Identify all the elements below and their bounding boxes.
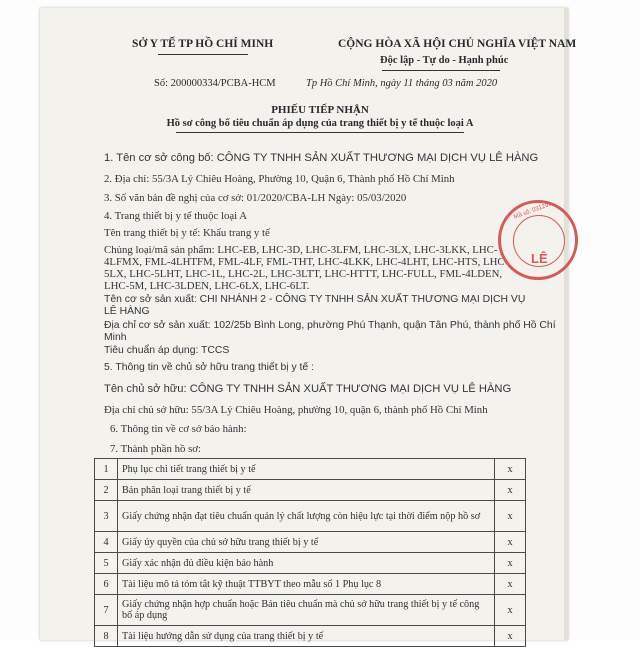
document-title: PHIẾU TIẾP NHẬN: [271, 104, 369, 116]
item-4-device-class: 4. Trang thiết bị y tế thuộc loại A: [104, 210, 248, 222]
table-row: [95, 574, 526, 595]
row-number: 7: [95, 595, 118, 626]
stamp-arc-text: Mã số: 031293: [513, 201, 553, 221]
nation-name: CỘNG HÒA XÃ HỘI CHỦ NGHĨA VIỆT NAM: [338, 38, 577, 50]
place-date: Tp Hồ Chí Minh, ngày 11 tháng 03 năm 2020: [306, 78, 498, 89]
checkmark: x: [495, 459, 526, 480]
models-line-3: 5LX, LHC-5LHT, LHC-1L, LHC-2L, LHC-3LTT, LHC-HTTT, LHC-FULL, FML-4LDEN,: [104, 268, 503, 280]
row-number: 5: [95, 553, 118, 574]
table-row: [95, 480, 526, 501]
checkmark: x: [495, 501, 526, 532]
item-7-dossier: 7. Thành phần hồ sơ:: [110, 443, 201, 455]
authority-underline: [158, 54, 248, 55]
item-2-address: 2. Địa chỉ: 55/3A Lý Chiêu Hoàng, Phường 10, Quận 6, Thành phố Hồ Chí Minh: [104, 173, 455, 185]
red-seal-stamp: [498, 200, 578, 280]
table-row: [95, 459, 526, 480]
checkmark: x: [495, 532, 526, 553]
motto-underline: [382, 70, 500, 71]
checkmark: x: [495, 553, 526, 574]
table-row: [95, 626, 526, 647]
table-row: [95, 501, 526, 532]
models-line-4: LHC-5M, LHC-3LDEN, LHC-6LX, LHC-6LT.: [104, 280, 310, 292]
row-number: 2: [95, 480, 118, 501]
models-line-1: Chủng loại/mã sản phẩm: LHC-EB, LHC-3D, LHC-3LFM, LHC-3LX, LHC-3LKK, LHC-: [104, 244, 498, 256]
document-name: Giấy ủy quyền của chủ sở hữu trang thiết bị y tế: [118, 532, 495, 553]
dossier-table: [94, 458, 526, 647]
facility-name-line-2: LÊ HÀNG: [104, 306, 150, 317]
checkmark: x: [495, 574, 526, 595]
facility-name-line-1: Tên cơ sở sản xuất: CHI NHÁNH 2 - CÔNG TY TNHH SẢN XUẤT THƯƠNG MẠI DỊCH VỤ: [104, 294, 526, 305]
row-number: 1: [95, 459, 118, 480]
document-name: Bản phân loại trang thiết bị y tế: [118, 480, 495, 501]
document-number: Số: 200000334/PCBA-HCM: [154, 78, 276, 89]
row-number: 4: [95, 532, 118, 553]
document-name: Tài liệu hướng dẫn sử dụng của trang thiết bị y tế: [118, 626, 495, 647]
document-name: Giấy chứng nhận đạt tiêu chuẩn quản lý chất lượng còn hiệu lực tại thời điểm nộp hồ sơ: [118, 501, 495, 532]
applied-standard: Tiêu chuẩn áp dụng: TCCS: [104, 345, 230, 356]
table-row: [95, 532, 526, 553]
row-number: 8: [95, 626, 118, 647]
facility-address-line-1: Địa chỉ cơ sở sản xuất: 102/25b Bình Long, phường Phú Thạnh, quận Tân Phú, thành phố Hồ Chí: [104, 320, 556, 331]
motto: Độc lập - Tự do - Hạnh phúc: [380, 55, 509, 66]
document-name: Giấy chứng nhận hợp chuẩn hoặc Bản tiêu chuẩn mà chủ sở hữu trang thiết bị y tế công bố áp dụng: [118, 595, 495, 626]
document-name: Phụ lục chi tiết trang thiết bị y tế: [118, 459, 495, 480]
models-line-2: 4LFMX, FML-4LHTFM, FML-4LF, FML-THT, LHC-4LKK, LHC-4LHT, LHC-HTS, LHC-: [104, 256, 509, 268]
subtitle-underline: [176, 132, 464, 133]
document-subtitle: Hồ sơ công bố tiêu chuẩn áp dụng của trang thiết bị y tế thuộc loại A: [166, 118, 474, 129]
document-name: Giấy xác nhận đủ điều kiện bảo hành: [118, 553, 495, 574]
document-name: Tài liệu mô tả tóm tắt kỹ thuật TTBYT theo mẫu số 1 Phụ lục 8: [118, 574, 495, 595]
stamp-text: LÊ: [531, 251, 548, 266]
row-number: 3: [95, 501, 118, 532]
authority-name: SỞ Y TẾ TP HỒ CHÍ MINH: [132, 38, 274, 50]
owner-address: Địa chỉ chủ sở hữu: 55/3A Lý Chiêu Hoàng, phường 10, quận 6, thành phố Hồ Chí Minh: [104, 404, 488, 416]
checkmark: x: [495, 480, 526, 501]
item-3-request-number: 3. Số văn bản đề nghị của cơ sở: 01/2020/CBA-LH Ngày: 05/03/2020: [104, 192, 407, 204]
paper-edge: [564, 8, 568, 640]
item-6-warranty: 6. Thông tin về cơ sở bảo hành:: [110, 423, 247, 435]
item-5-owner-info: 5. Thông tin về chủ sở hữu trang thiết bị y tế :: [104, 362, 314, 373]
table-row: [95, 595, 526, 626]
table-row: [95, 553, 526, 574]
item-1-declarant: 1. Tên cơ sở công bố: CÔNG TY TNHH SẢN XUẤT THƯƠNG MẠI DỊCH VỤ LÊ HÀNG: [104, 152, 539, 164]
row-number: 6: [95, 574, 118, 595]
device-name: Tên trang thiết bị y tế: Khẩu trang y tế: [104, 227, 270, 239]
checkmark: x: [495, 626, 526, 647]
owner-name: Tên chủ sở hữu: CÔNG TY TNHH SẢN XUẤT THƯƠNG MẠI DỊCH VỤ LÊ HÀNG: [104, 383, 512, 395]
facility-address-line-2: Minh: [104, 332, 127, 343]
checkmark: x: [495, 595, 526, 626]
